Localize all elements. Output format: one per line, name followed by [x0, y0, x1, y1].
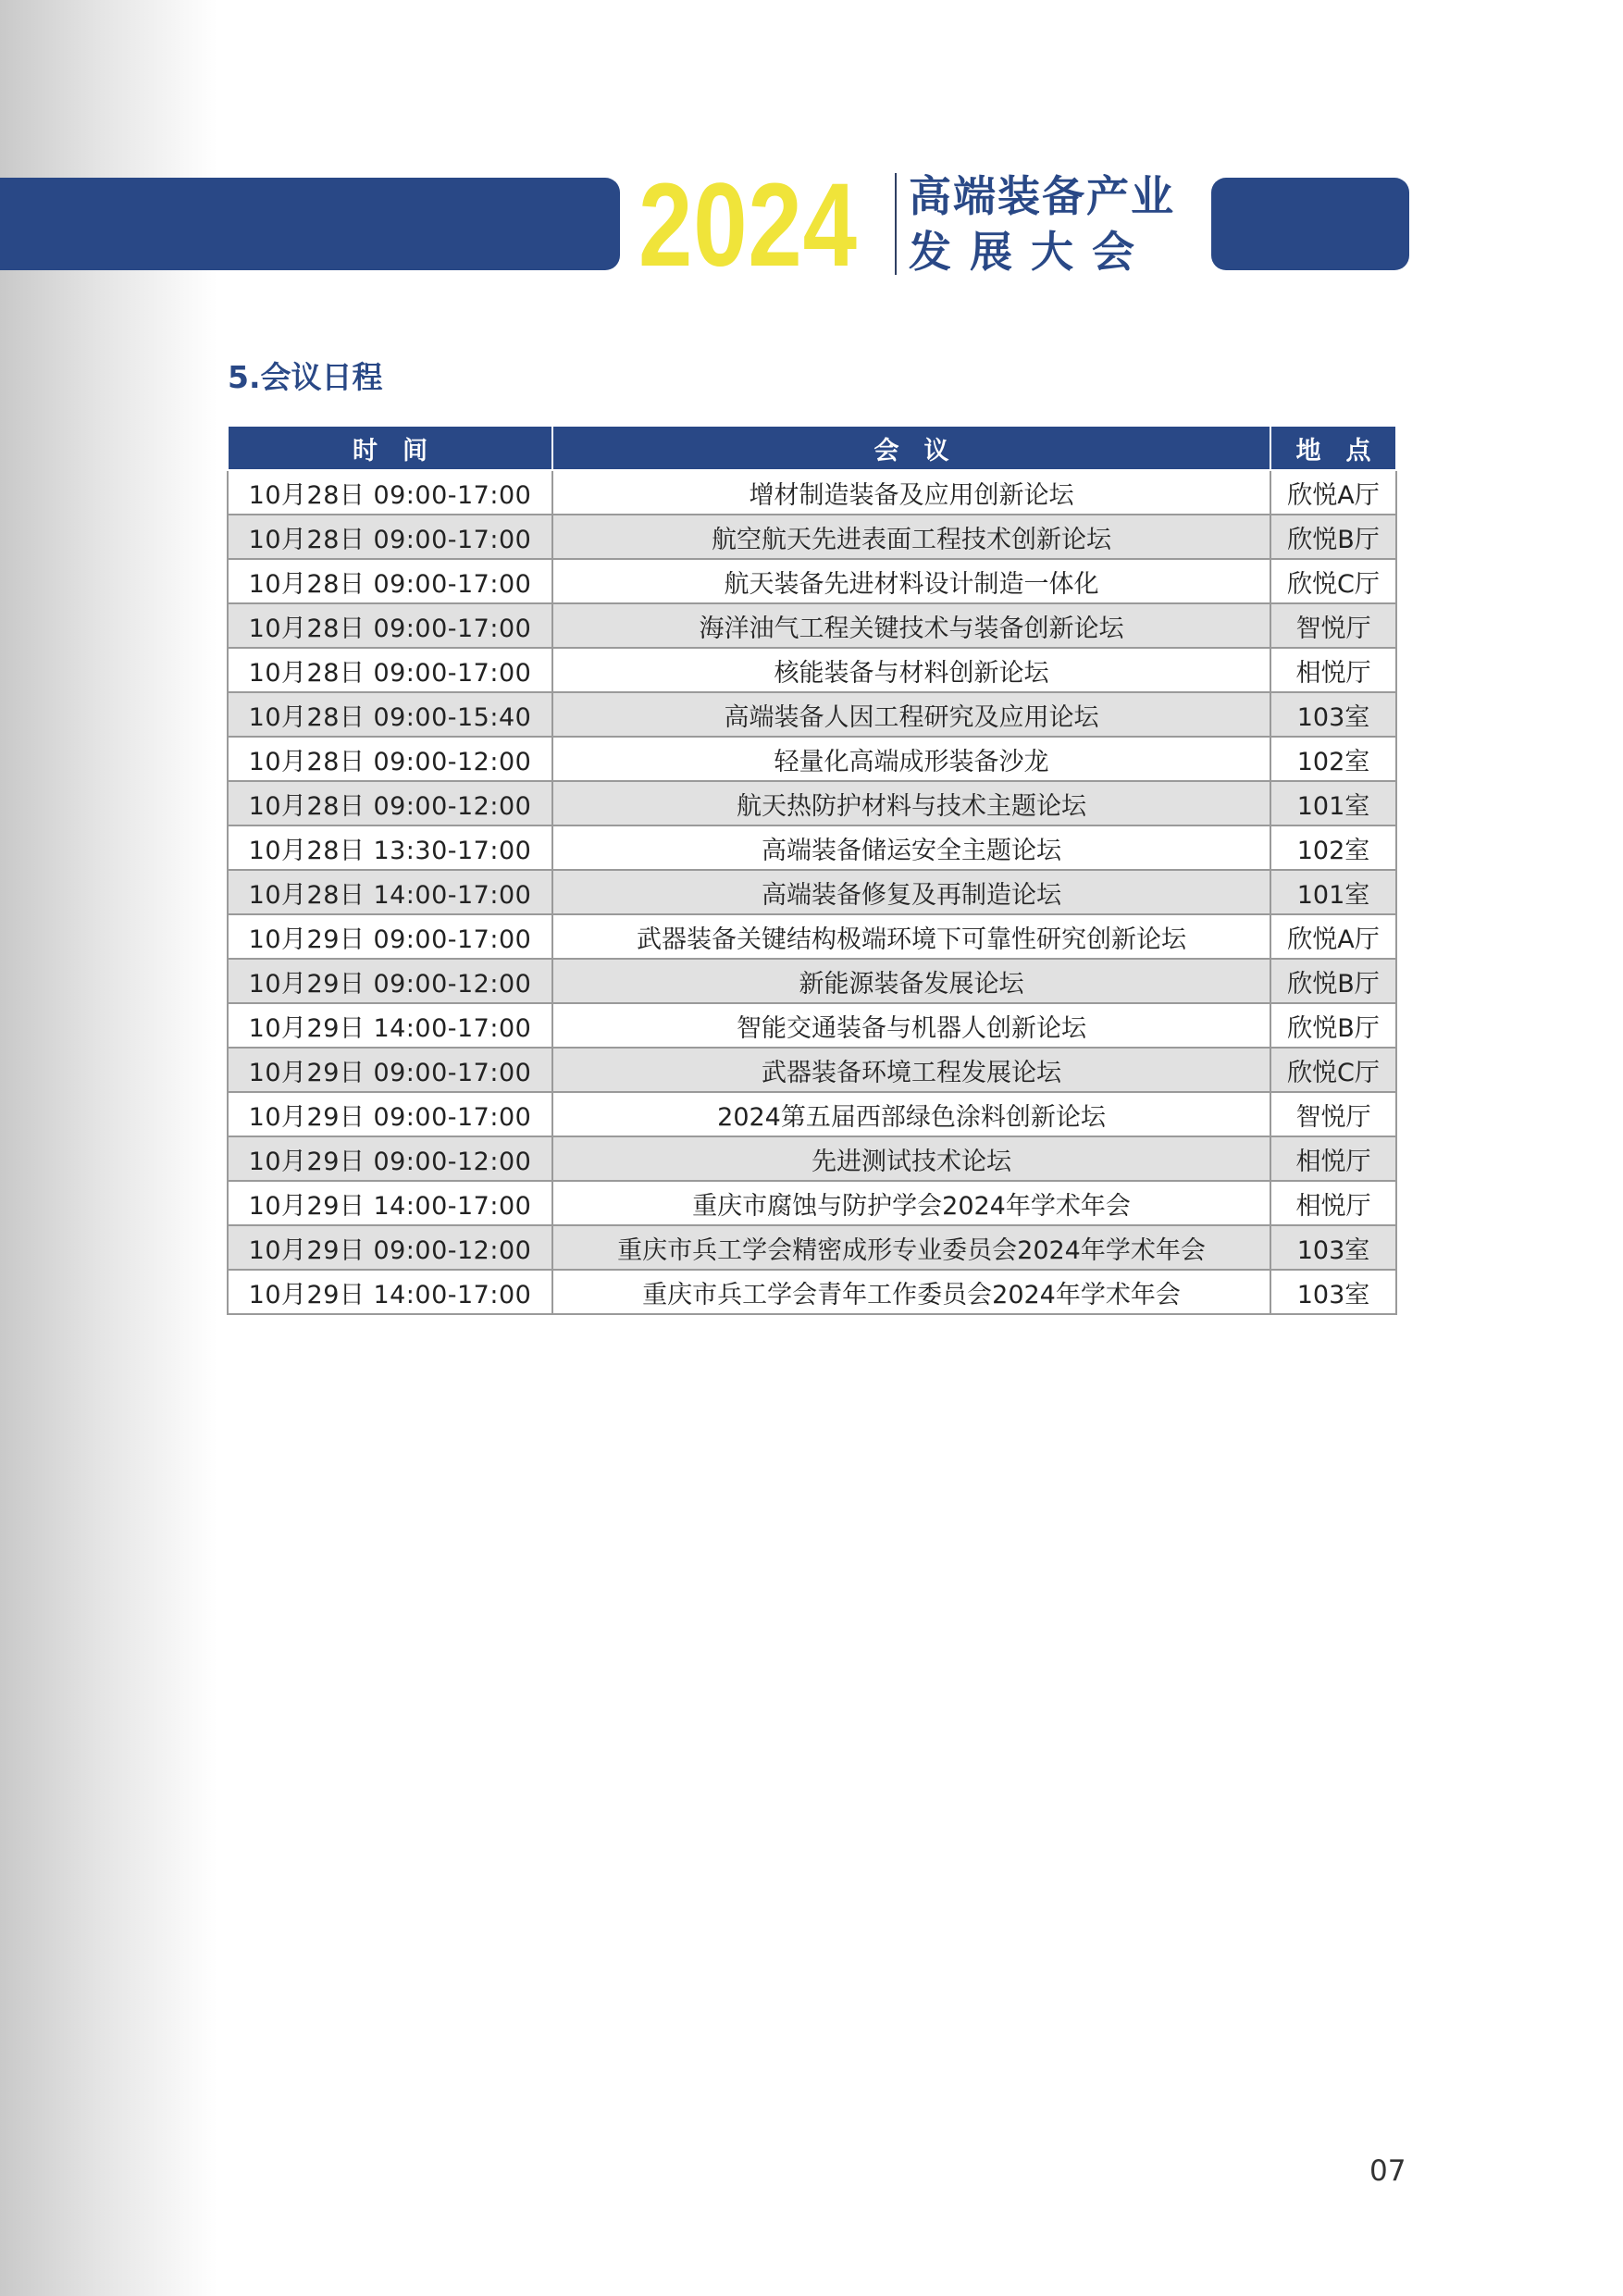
cell-time: 10月28日 09:00-17:00 [228, 470, 552, 515]
cell-meeting: 武器装备关键结构极端环境下可靠性研究创新论坛 [552, 914, 1270, 959]
cell-venue: 智悦厅 [1270, 603, 1396, 648]
cell-time: 10月29日 14:00-17:00 [228, 1270, 552, 1314]
cell-venue: 102室 [1270, 737, 1396, 781]
header-bar-right [1211, 178, 1409, 270]
cell-time: 10月29日 14:00-17:00 [228, 1003, 552, 1048]
table-row [228, 781, 1396, 825]
table-row [228, 648, 1396, 692]
cell-time: 10月28日 09:00-17:00 [228, 559, 552, 603]
cell-time: 10月28日 09:00-17:00 [228, 515, 552, 559]
cell-venue: 智悦厅 [1270, 1092, 1396, 1136]
cell-meeting: 高端装备人因工程研究及应用论坛 [552, 692, 1270, 737]
cell-time: 10月29日 09:00-12:00 [228, 1136, 552, 1181]
column-header-meeting: 会 议 [552, 426, 1270, 470]
cell-time: 10月29日 09:00-12:00 [228, 1225, 552, 1270]
cell-venue: 欣悦A厅 [1270, 914, 1396, 959]
cell-meeting: 高端装备修复及再制造论坛 [552, 870, 1270, 914]
cell-meeting: 2024第五届西部绿色涂料创新论坛 [552, 1092, 1270, 1136]
column-header-venue: 地 点 [1270, 426, 1396, 470]
cell-time: 10月28日 09:00-17:00 [228, 603, 552, 648]
cell-venue: 欣悦B厅 [1270, 1003, 1396, 1048]
table-row [228, 825, 1396, 870]
table-row [228, 870, 1396, 914]
section-title: 5.会议日程 [228, 359, 383, 395]
header-bar-left [0, 178, 620, 270]
cell-meeting: 智能交通装备与机器人创新论坛 [552, 1003, 1270, 1048]
table-row [228, 1270, 1396, 1314]
cell-meeting: 新能源装备发展论坛 [552, 959, 1270, 1003]
cell-venue: 相悦厅 [1270, 648, 1396, 692]
cell-venue: 欣悦B厅 [1270, 959, 1396, 1003]
table-row [228, 1181, 1396, 1225]
table-row [228, 1048, 1396, 1092]
cell-time: 10月29日 09:00-12:00 [228, 959, 552, 1003]
cell-meeting: 航天装备先进材料设计制造一体化 [552, 559, 1270, 603]
cell-meeting: 高端装备储运安全主题论坛 [552, 825, 1270, 870]
cell-venue: 103室 [1270, 692, 1396, 737]
cell-meeting: 核能装备与材料创新论坛 [552, 648, 1270, 692]
table-row [228, 515, 1396, 559]
cell-meeting: 海洋油气工程关键技术与装备创新论坛 [552, 603, 1270, 648]
cell-meeting: 航空航天先进表面工程技术创新论坛 [552, 515, 1270, 559]
table-row [228, 603, 1396, 648]
cell-time: 10月28日 14:00-17:00 [228, 870, 552, 914]
table-header-row [228, 426, 1396, 470]
cell-meeting: 航天热防护材料与技术主题论坛 [552, 781, 1270, 825]
cell-venue: 欣悦C厅 [1270, 1048, 1396, 1092]
cell-time: 10月28日 09:00-12:00 [228, 781, 552, 825]
table-row [228, 1003, 1396, 1048]
cell-venue: 欣悦A厅 [1270, 470, 1396, 515]
table-row [228, 1092, 1396, 1136]
table-row [228, 737, 1396, 781]
page-number: 07 [1369, 2154, 1406, 2188]
cell-time: 10月29日 09:00-17:00 [228, 1048, 552, 1092]
schedule-table [227, 425, 1397, 1315]
side-gradient-strip [0, 0, 217, 2296]
cell-venue: 103室 [1270, 1270, 1396, 1314]
column-header-time: 时 间 [228, 426, 552, 470]
cell-time: 10月28日 09:00-17:00 [228, 648, 552, 692]
cell-venue: 101室 [1270, 781, 1396, 825]
cell-time: 10月28日 09:00-15:40 [228, 692, 552, 737]
cell-venue: 欣悦B厅 [1270, 515, 1396, 559]
cell-venue: 相悦厅 [1270, 1181, 1396, 1225]
header-year: 2024 [638, 159, 858, 292]
table-row [228, 470, 1396, 515]
cell-meeting: 重庆市兵工学会精密成形专业委员会2024年学术年会 [552, 1225, 1270, 1270]
table-row [228, 914, 1396, 959]
cell-meeting: 重庆市兵工学会青年工作委员会2024年学术年会 [552, 1270, 1270, 1314]
cell-meeting: 轻量化高端成形装备沙龙 [552, 737, 1270, 781]
cell-venue: 103室 [1270, 1225, 1396, 1270]
cell-time: 10月29日 14:00-17:00 [228, 1181, 552, 1225]
cell-meeting: 武器装备环境工程发展论坛 [552, 1048, 1270, 1092]
cell-venue: 102室 [1270, 825, 1396, 870]
table-row [228, 959, 1396, 1003]
table-row [228, 1225, 1396, 1270]
cell-venue: 101室 [1270, 870, 1396, 914]
table-row [228, 692, 1396, 737]
cell-time: 10月29日 09:00-17:00 [228, 914, 552, 959]
cell-meeting: 重庆市腐蚀与防护学会2024年学术年会 [552, 1181, 1270, 1225]
cell-meeting: 增材制造装备及应用创新论坛 [552, 470, 1270, 515]
header-divider [895, 173, 897, 275]
header-title-line1: 高端装备产业 [909, 171, 1175, 221]
cell-venue: 欣悦C厅 [1270, 559, 1396, 603]
cell-venue: 相悦厅 [1270, 1136, 1396, 1181]
cell-time: 10月28日 13:30-17:00 [228, 825, 552, 870]
table-row [228, 559, 1396, 603]
cell-time: 10月28日 09:00-12:00 [228, 737, 552, 781]
header-title-line2: 发展大会 [909, 227, 1153, 277]
cell-time: 10月29日 09:00-17:00 [228, 1092, 552, 1136]
table-row [228, 1136, 1396, 1181]
cell-meeting: 先进测试技术论坛 [552, 1136, 1270, 1181]
